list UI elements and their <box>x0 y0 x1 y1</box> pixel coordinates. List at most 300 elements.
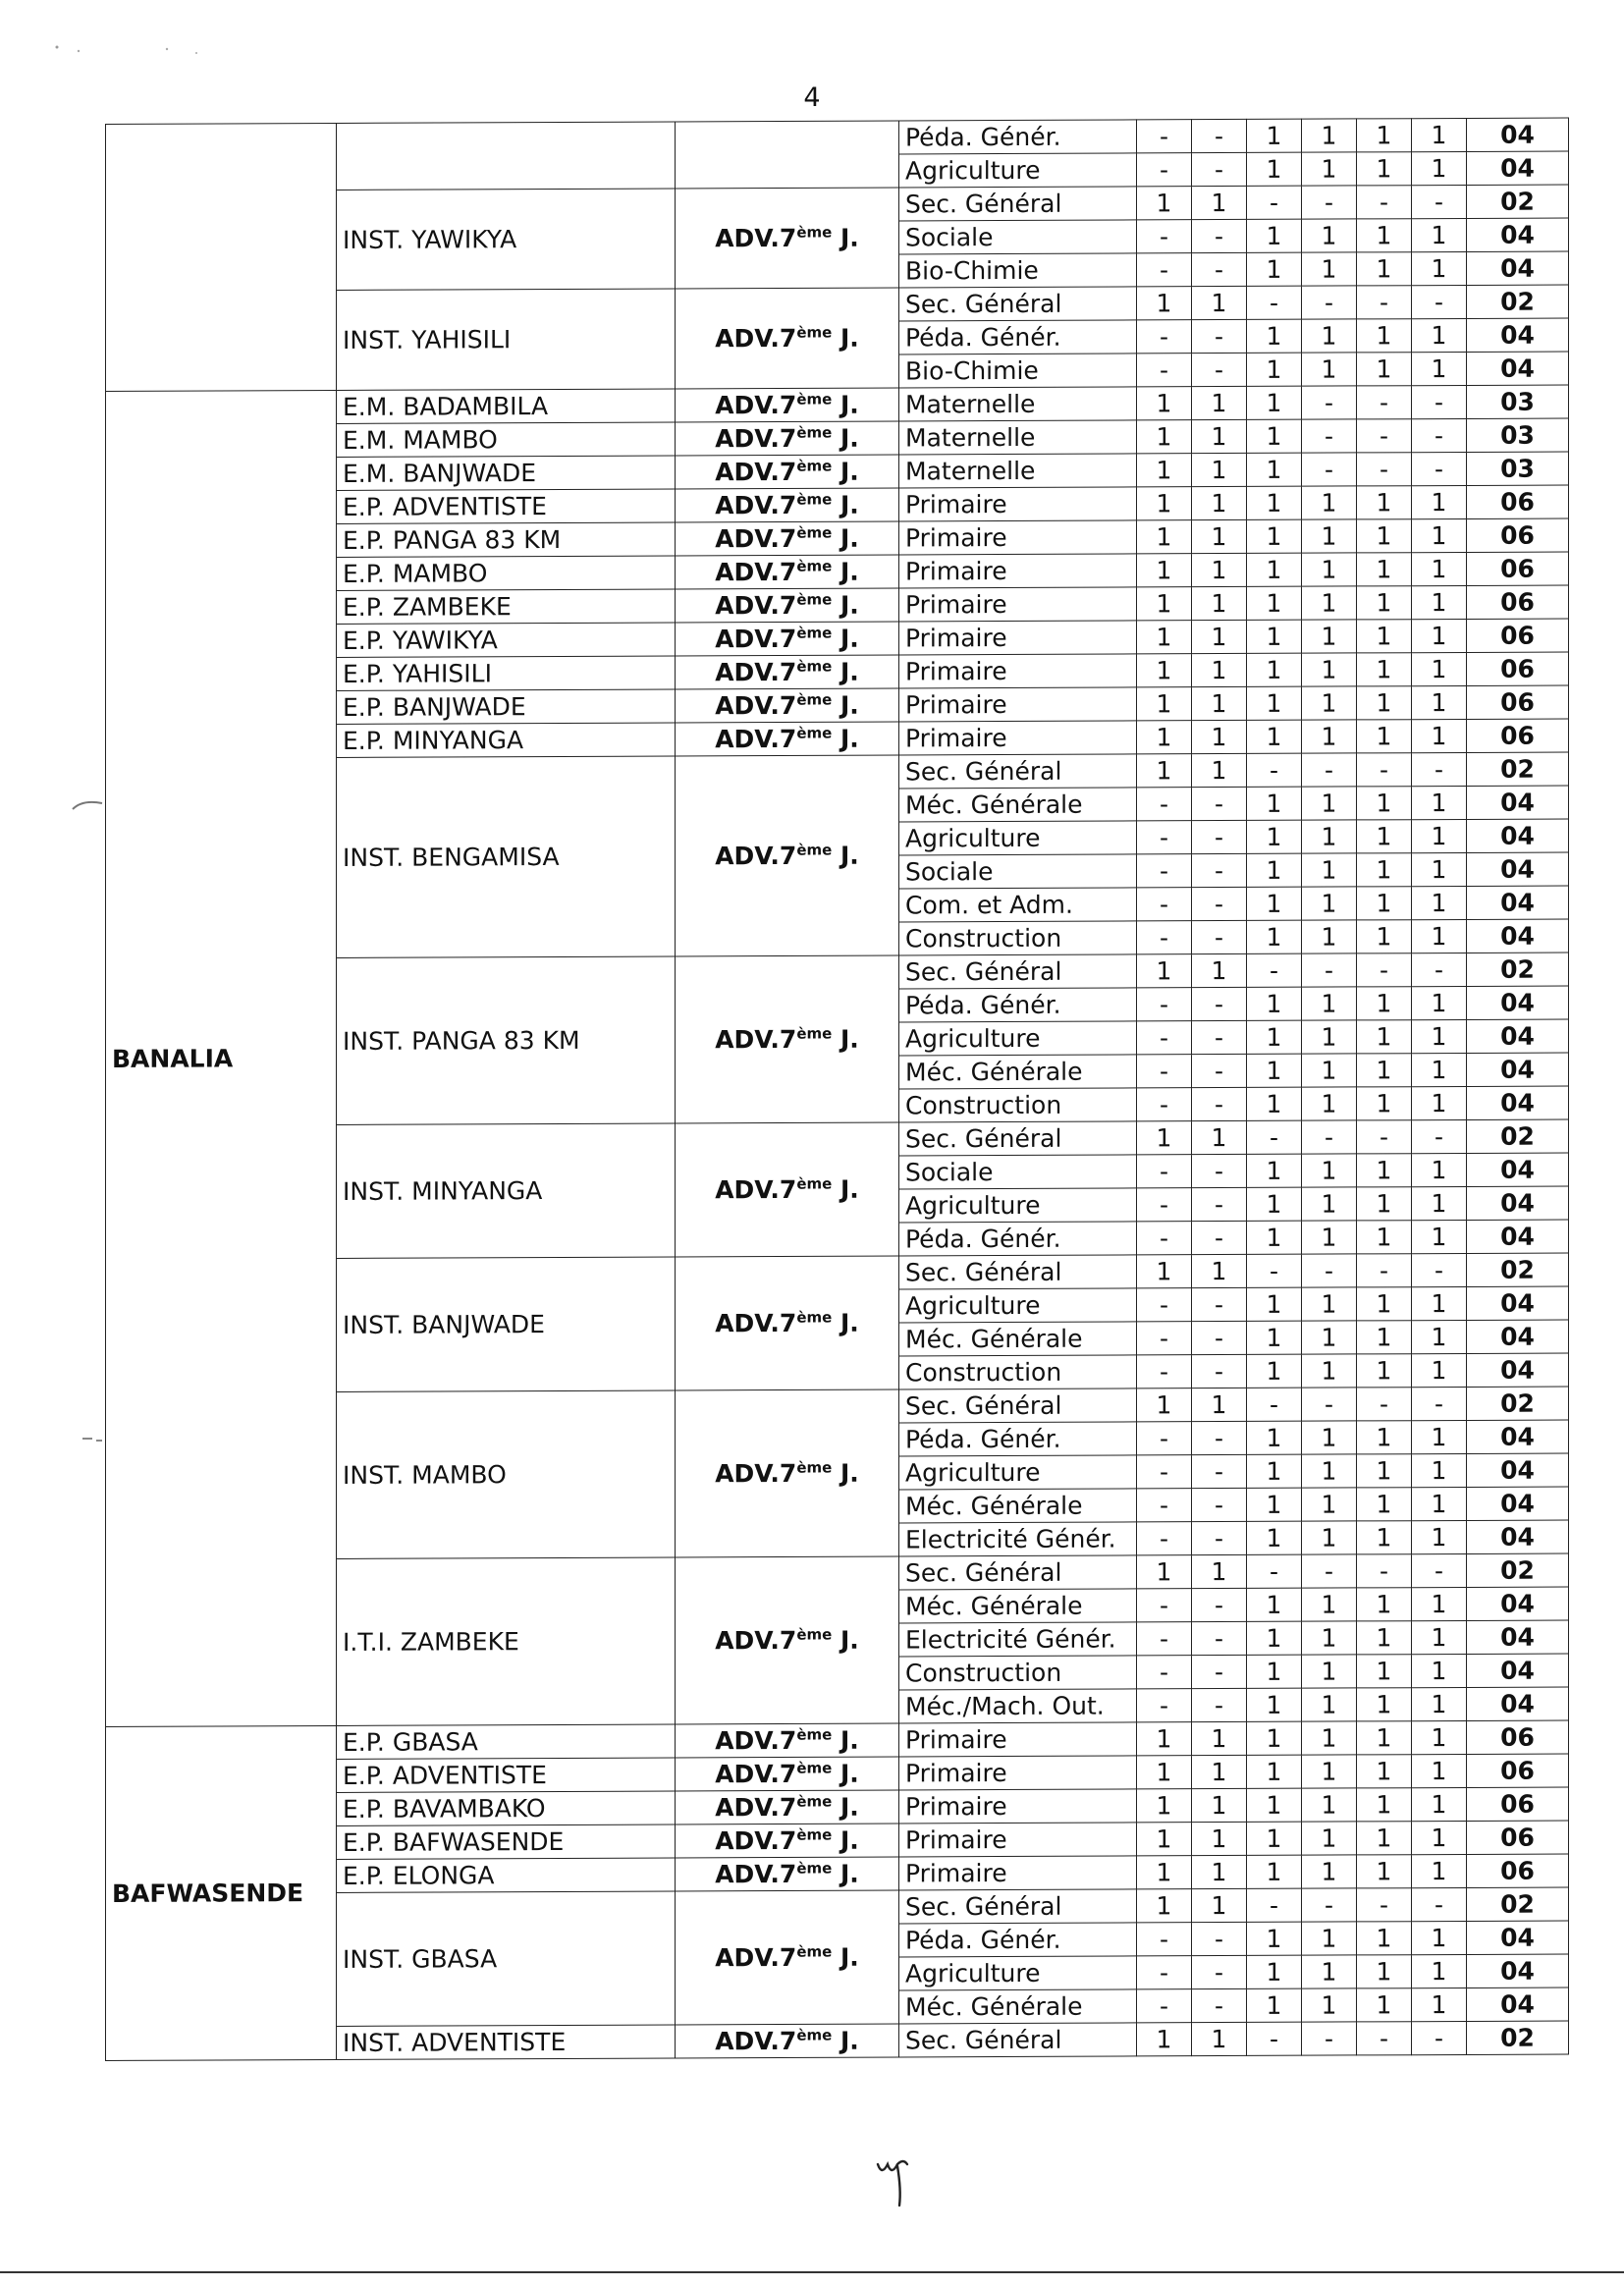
level-cell: 1 <box>1137 1823 1192 1856</box>
school-cell: E.P. ADVENTISTE <box>337 1758 676 1793</box>
level-cell: 1 <box>1412 1821 1467 1854</box>
level-cell: 1 <box>1247 1655 1302 1688</box>
level-cell: 1 <box>1302 1054 1357 1087</box>
level-cell: 1 <box>1302 1922 1357 1955</box>
total-cell: 03 <box>1467 452 1569 485</box>
level-cell: 1 <box>1357 653 1412 686</box>
section-cell: Péda. Génér. <box>899 1923 1137 1957</box>
section-cell: Sec. Général <box>899 1389 1137 1423</box>
level-cell: 1 <box>1357 353 1412 386</box>
section-cell: Construction <box>899 1088 1137 1122</box>
scan-specks <box>49 39 245 69</box>
section-cell: Sociale <box>899 1155 1137 1189</box>
level-cell: - <box>1137 1355 1192 1389</box>
level-cell: 1 <box>1412 1854 1467 1887</box>
level-cell: - <box>1137 153 1192 187</box>
total-cell: 06 <box>1467 552 1569 585</box>
school-cell: E.P. MAMBO <box>337 556 676 591</box>
level-cell: 1 <box>1412 1487 1467 1520</box>
level-cell: 1 <box>1357 1421 1412 1454</box>
level-cell: 1 <box>1247 1087 1302 1120</box>
program-cell <box>676 288 899 389</box>
total-cell: 04 <box>1467 919 1569 953</box>
level-cell: - <box>1357 1388 1412 1421</box>
level-cell: - <box>1192 1154 1247 1187</box>
total-cell: 04 <box>1467 1153 1569 1186</box>
level-cell: - <box>1302 953 1357 987</box>
program-label: ADV.7ème J. <box>715 1625 859 1656</box>
level-cell: - <box>1302 2022 1357 2055</box>
level-cell: 1 <box>1412 1320 1467 1353</box>
section-cell: Electricité Génér. <box>899 1522 1137 1556</box>
level-cell: - <box>1192 1221 1247 1254</box>
level-cell: - <box>1247 1120 1302 1154</box>
level-cell: 1 <box>1247 1788 1302 1822</box>
level-cell: 1 <box>1247 653 1302 686</box>
level-cell: - <box>1412 452 1467 485</box>
level-cell: 1 <box>1302 1788 1357 1822</box>
level-cell: - <box>1357 186 1412 219</box>
program-cell <box>676 1122 899 1257</box>
level-cell: 1 <box>1247 686 1302 720</box>
level-cell: 1 <box>1247 1354 1302 1388</box>
total-cell: 06 <box>1467 1787 1569 1821</box>
section-cell: Agriculture <box>899 1021 1137 1056</box>
level-cell: - <box>1137 988 1192 1021</box>
level-cell: - <box>1357 1254 1412 1287</box>
level-cell: 1 <box>1357 686 1412 720</box>
level-cell: 1 <box>1412 1654 1467 1687</box>
total-cell: 02 <box>1467 1887 1569 1921</box>
program-cell <box>676 755 899 956</box>
level-cell: 1 <box>1412 1754 1467 1787</box>
level-cell: 1 <box>1412 1286 1467 1320</box>
level-cell: 1 <box>1302 1321 1357 1354</box>
level-cell: 1 <box>1247 820 1302 853</box>
level-cell: 1 <box>1192 1888 1247 1922</box>
level-cell: - <box>1137 1689 1192 1722</box>
level-cell: 1 <box>1137 687 1192 721</box>
total-cell: 04 <box>1467 1353 1569 1387</box>
section-cell: Agriculture <box>899 153 1137 188</box>
level-cell: - <box>1192 787 1247 820</box>
level-cell: 1 <box>1412 1086 1467 1119</box>
level-cell: - <box>1137 1489 1192 1522</box>
school-cell: INST. PANGA 83 KM <box>337 956 676 1125</box>
level-cell: - <box>1192 1922 1247 1955</box>
program-label: ADV.7ème J. <box>715 1825 859 1856</box>
level-cell: 1 <box>1247 1321 1302 1354</box>
total-cell: 04 <box>1467 251 1569 285</box>
level-cell: - <box>1192 820 1247 853</box>
level-cell: 1 <box>1137 1555 1192 1589</box>
level-cell: 1 <box>1357 553 1412 586</box>
level-cell: 1 <box>1357 219 1412 252</box>
section-cell: Agriculture <box>899 1188 1137 1223</box>
level-cell: - <box>1302 419 1357 453</box>
level-cell: - <box>1137 1088 1192 1121</box>
level-cell: - <box>1412 752 1467 786</box>
program-label: ADV.7ème J. <box>715 523 859 554</box>
total-cell: 02 <box>1467 1253 1569 1286</box>
section-cell: Péda. Génér. <box>899 1422 1137 1456</box>
section-cell: Primaire <box>899 654 1137 688</box>
level-cell: - <box>1137 253 1192 287</box>
total-cell: 04 <box>1467 1086 1569 1119</box>
level-cell: 1 <box>1302 887 1357 920</box>
level-cell: 1 <box>1247 586 1302 620</box>
section-cell: Primaire <box>899 1722 1137 1757</box>
total-cell: 04 <box>1467 852 1569 886</box>
level-cell: - <box>1247 953 1302 987</box>
level-cell: - <box>1192 1688 1247 1721</box>
level-cell: - <box>1137 1188 1192 1222</box>
total-cell: 06 <box>1467 1754 1569 1787</box>
section-cell: Primaire <box>899 1856 1137 1890</box>
level-cell: 1 <box>1137 1789 1192 1823</box>
level-cell: - <box>1357 953 1412 987</box>
level-cell: 1 <box>1192 586 1247 620</box>
level-cell: 1 <box>1192 620 1247 653</box>
level-cell: - <box>1192 1521 1247 1554</box>
level-cell: 1 <box>1302 553 1357 586</box>
total-cell: 04 <box>1467 1988 1569 2021</box>
level-cell: 1 <box>1137 721 1192 754</box>
program-label: ADV.7ème J. <box>715 1024 859 1055</box>
level-cell: - <box>1192 1020 1247 1054</box>
school-cell: E.P. ADVENTISTE <box>337 489 676 524</box>
level-cell: 1 <box>1192 419 1247 453</box>
level-cell: 1 <box>1192 1755 1247 1788</box>
level-cell: - <box>1192 1087 1247 1120</box>
level-cell: 1 <box>1412 1620 1467 1654</box>
level-cell: - <box>1247 186 1302 219</box>
level-cell: 1 <box>1302 119 1357 152</box>
page-number: 4 <box>803 82 821 113</box>
level-cell: - <box>1302 1120 1357 1154</box>
level-cell: 1 <box>1412 318 1467 352</box>
total-cell: 04 <box>1467 1487 1569 1520</box>
level-cell: 1 <box>1412 719 1467 752</box>
total-cell: 06 <box>1467 585 1569 619</box>
level-cell: 1 <box>1357 1621 1412 1655</box>
level-cell: - <box>1192 887 1247 920</box>
level-cell: 1 <box>1137 1389 1192 1422</box>
level-cell: 1 <box>1412 685 1467 719</box>
level-cell: 1 <box>1247 620 1302 653</box>
level-cell: - <box>1247 286 1302 319</box>
program-label: ADV.7ème J. <box>715 1859 859 1889</box>
level-cell: 1 <box>1247 1988 1302 2022</box>
section-cell: Sec. Général <box>899 1555 1137 1590</box>
total-cell: 04 <box>1467 318 1569 352</box>
section-cell: Sec. Général <box>899 187 1137 221</box>
program-label: ADV.7ème J. <box>715 1942 859 1973</box>
level-cell: 1 <box>1302 1855 1357 1888</box>
program-cell <box>676 1723 899 1758</box>
program-label: ADV.7ème J. <box>715 557 859 587</box>
program-cell <box>676 1556 899 1724</box>
level-cell: 1 <box>1247 1454 1302 1488</box>
level-cell: 1 <box>1302 1822 1357 1855</box>
total-cell: 04 <box>1467 1687 1569 1720</box>
level-cell: 1 <box>1302 1721 1357 1755</box>
level-cell: - <box>1192 1655 1247 1688</box>
level-cell: 1 <box>1412 585 1467 619</box>
level-cell: - <box>1412 418 1467 452</box>
section-cell: Primaire <box>899 721 1137 755</box>
program-label: ADV.7ème J. <box>715 457 859 487</box>
total-cell: 04 <box>1467 1587 1569 1620</box>
program-cell <box>676 955 899 1123</box>
level-cell: 1 <box>1302 820 1357 853</box>
section-cell: Sociale <box>899 220 1137 254</box>
level-cell: 1 <box>1192 1788 1247 1822</box>
total-cell: 04 <box>1467 1286 1569 1320</box>
school-cell: INST. YAWIKYA <box>337 189 676 291</box>
program-label: ADV.7ème J. <box>715 590 859 621</box>
level-cell: - <box>1412 385 1467 418</box>
section-cell: Construction <box>899 1656 1137 1690</box>
level-cell: 1 <box>1137 754 1192 788</box>
level-cell: 1 <box>1247 219 1302 252</box>
level-cell: - <box>1302 1388 1357 1421</box>
program-label: ADV.7ème J. <box>715 223 859 253</box>
program-cell <box>676 1389 899 1557</box>
total-cell: 04 <box>1467 1453 1569 1487</box>
level-cell: 1 <box>1247 419 1302 453</box>
section-cell: Electricité Génér. <box>899 1622 1137 1657</box>
program-label: ADV.7ème J. <box>715 2026 859 2056</box>
level-cell: - <box>1192 1321 1247 1354</box>
level-cell: - <box>1192 219 1247 252</box>
level-cell: - <box>1302 1254 1357 1287</box>
level-cell: - <box>1137 220 1192 253</box>
total-cell: 02 <box>1467 285 1569 318</box>
level-cell: 1 <box>1247 720 1302 753</box>
program-cell <box>676 1890 899 2025</box>
level-cell: 1 <box>1137 487 1192 520</box>
level-cell: - <box>1302 386 1357 419</box>
level-cell: 1 <box>1412 1954 1467 1988</box>
level-cell: 1 <box>1137 520 1192 554</box>
level-cell: - <box>1192 152 1247 186</box>
level-cell: 1 <box>1247 486 1302 519</box>
level-cell: 1 <box>1247 1721 1302 1755</box>
level-cell: 1 <box>1137 1722 1192 1756</box>
section-cell: Sec. Général <box>899 2023 1137 2057</box>
level-cell: 1 <box>1357 1454 1412 1488</box>
level-cell: 1 <box>1412 352 1467 385</box>
level-cell: 1 <box>1137 954 1192 988</box>
level-cell: - <box>1192 119 1247 152</box>
total-cell: 04 <box>1467 1019 1569 1053</box>
section-cell: Péda. Génér. <box>899 320 1137 354</box>
program-label: ADV.7ème J. <box>715 1174 859 1205</box>
level-cell: 1 <box>1357 787 1412 820</box>
level-cell: 1 <box>1302 1454 1357 1488</box>
section-cell: Péda. Génér. <box>899 1222 1137 1256</box>
level-cell: 1 <box>1302 1154 1357 1187</box>
program-cell <box>676 1256 899 1390</box>
level-cell: 1 <box>1247 1621 1302 1655</box>
program-label: ADV.7ème J. <box>715 841 859 871</box>
level-cell: - <box>1412 1119 1467 1153</box>
level-cell: 1 <box>1412 518 1467 552</box>
level-cell: 1 <box>1302 1087 1357 1120</box>
level-cell: 1 <box>1357 1955 1412 1988</box>
section-cell: Primaire <box>899 621 1137 655</box>
section-cell: Bio-Chimie <box>899 253 1137 288</box>
level-cell: - <box>1192 1588 1247 1621</box>
level-cell: - <box>1412 1253 1467 1286</box>
level-cell: 1 <box>1412 852 1467 886</box>
section-cell: Primaire <box>899 520 1137 555</box>
program-cell <box>676 722 899 756</box>
level-cell: 1 <box>1192 286 1247 319</box>
school-cell: E.P. YAWIKYA <box>337 623 676 658</box>
total-cell: 03 <box>1467 385 1569 418</box>
total-cell: 06 <box>1467 719 1569 752</box>
level-cell: 1 <box>1302 1221 1357 1254</box>
section-cell: Sec. Général <box>899 1889 1137 1924</box>
program-cell <box>676 622 899 656</box>
total-cell: 06 <box>1467 652 1569 685</box>
level-cell: 1 <box>1137 1121 1192 1155</box>
level-cell: - <box>1137 1989 1192 2023</box>
level-cell: 1 <box>1357 486 1412 519</box>
school-cell: INST. MAMBO <box>337 1390 676 1559</box>
level-cell: - <box>1412 953 1467 986</box>
program-cell <box>676 588 899 623</box>
level-cell: 1 <box>1192 2022 1247 2055</box>
level-cell: 1 <box>1412 1019 1467 1053</box>
total-cell: 04 <box>1467 819 1569 852</box>
total-cell: 04 <box>1467 1420 1569 1453</box>
level-cell: 1 <box>1302 1988 1357 2022</box>
level-cell: 1 <box>1357 1187 1412 1221</box>
level-cell: 1 <box>1412 786 1467 819</box>
level-cell: - <box>1137 1522 1192 1555</box>
level-cell: 1 <box>1247 787 1302 820</box>
school-cell: E.M. MAMBO <box>337 422 676 458</box>
program-cell <box>676 555 899 589</box>
section-cell: Méc. Générale <box>899 1489 1137 1523</box>
level-cell: 1 <box>1302 1588 1357 1621</box>
level-cell: 1 <box>1357 1221 1412 1254</box>
level-cell: - <box>1137 1589 1192 1622</box>
level-cell: - <box>1357 1120 1412 1154</box>
section-cell: Primaire <box>899 687 1137 722</box>
school-cell: E.P. PANGA 83 KM <box>337 522 676 558</box>
level-cell: 1 <box>1247 119 1302 152</box>
section-cell: Méc./Mach. Out. <box>899 1689 1137 1723</box>
level-cell: - <box>1137 921 1192 954</box>
level-cell: - <box>1192 1054 1247 1087</box>
level-cell: 1 <box>1192 720 1247 753</box>
section-cell: Méc. Générale <box>899 1589 1137 1623</box>
level-cell: 1 <box>1302 1421 1357 1454</box>
level-cell: 1 <box>1302 1488 1357 1521</box>
level-cell: 1 <box>1302 686 1357 720</box>
level-cell: 1 <box>1192 453 1247 486</box>
school-cell: E.M. BANJWADE <box>337 456 676 491</box>
level-cell: 1 <box>1357 119 1412 152</box>
level-cell: 1 <box>1357 1521 1412 1554</box>
level-cell: - <box>1192 987 1247 1020</box>
level-cell: 1 <box>1412 1153 1467 1186</box>
level-cell: - <box>1302 1554 1357 1588</box>
level-cell: 1 <box>1247 853 1302 887</box>
school-cell: E.P. MINYANGA <box>337 723 676 758</box>
table-body <box>106 118 1569 2061</box>
program-label: ADV.7ème J. <box>715 1759 859 1789</box>
level-cell: 1 <box>1302 853 1357 887</box>
level-cell: - <box>1192 920 1247 953</box>
level-cell: 1 <box>1137 1856 1192 1889</box>
section-cell: Primaire <box>899 554 1137 588</box>
program-cell <box>676 688 899 723</box>
level-cell: - <box>1192 1621 1247 1655</box>
level-cell: - <box>1137 1288 1192 1322</box>
program-cell <box>676 388 899 422</box>
level-cell: - <box>1357 453 1412 486</box>
school-cell: E.P. GBASA <box>337 1724 676 1760</box>
level-cell: - <box>1302 186 1357 219</box>
level-cell: 1 <box>1137 287 1192 320</box>
section-cell: Méc. Générale <box>899 1322 1137 1356</box>
level-cell: 1 <box>1137 187 1192 220</box>
level-cell: 1 <box>1357 1688 1412 1721</box>
level-cell: - <box>1137 1956 1192 1989</box>
level-cell: 1 <box>1247 1221 1302 1254</box>
level-cell: 1 <box>1357 1855 1412 1888</box>
level-cell: - <box>1412 185 1467 218</box>
level-cell: 1 <box>1412 819 1467 852</box>
level-cell: 1 <box>1302 1955 1357 1988</box>
program-cell <box>676 1757 899 1791</box>
level-cell: 1 <box>1357 1087 1412 1120</box>
level-cell: 1 <box>1302 620 1357 653</box>
level-cell: 1 <box>1192 1721 1247 1755</box>
program-cell <box>676 455 899 489</box>
level-cell: 1 <box>1357 1354 1412 1388</box>
level-cell: 1 <box>1192 386 1247 419</box>
level-cell: 1 <box>1247 1922 1302 1955</box>
level-cell: - <box>1137 1923 1192 1956</box>
level-cell: 1 <box>1302 1621 1357 1655</box>
total-cell: 04 <box>1467 1186 1569 1220</box>
total-cell: 02 <box>1467 953 1569 986</box>
level-cell: 1 <box>1192 953 1247 987</box>
level-cell: - <box>1137 854 1192 888</box>
level-cell: 1 <box>1302 486 1357 519</box>
level-cell: 1 <box>1412 1520 1467 1553</box>
section-cell: Péda. Génér. <box>899 988 1137 1022</box>
level-cell: 1 <box>1247 1955 1302 1988</box>
level-cell: - <box>1302 286 1357 319</box>
level-cell: 1 <box>1192 1120 1247 1154</box>
section-cell: Primaire <box>899 1823 1137 1857</box>
level-cell: 1 <box>1137 654 1192 687</box>
level-cell: 1 <box>1302 219 1357 252</box>
margin-mark <box>69 795 108 815</box>
section-cell: Bio-Chimie <box>899 354 1137 388</box>
program-label: ADV.7ème J. <box>715 1792 859 1823</box>
program-cell <box>676 2024 899 2058</box>
level-cell: 1 <box>1247 353 1302 386</box>
level-cell: - <box>1137 1656 1192 1689</box>
